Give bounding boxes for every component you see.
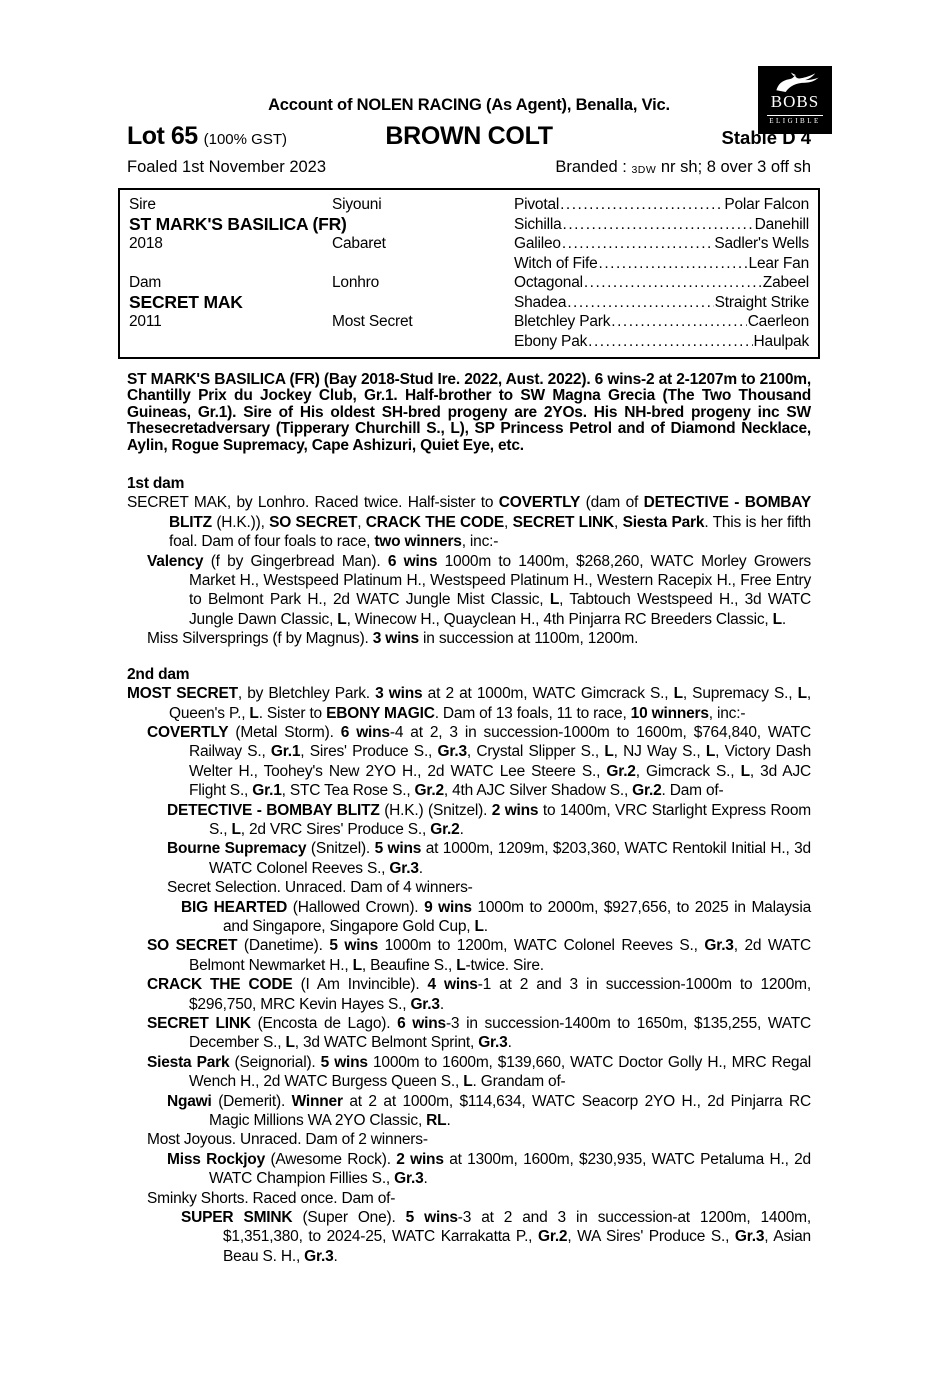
pedigree-gen3-row: [514, 195, 809, 215]
pedigree-entry: Sminky Shorts. Raced once. Dam of-: [147, 1189, 396, 1207]
gen3-parent: Lear Fan: [748, 254, 809, 272]
foaled-date: Foaled 1st November 2023: [127, 158, 327, 176]
section-paragraphs: [127, 684, 811, 1266]
horse-head-icon: [758, 70, 832, 92]
gen3-name: Octagonal: [514, 274, 583, 291]
leader-dots: [563, 215, 754, 235]
dam-label: Dam: [129, 274, 162, 291]
section-heading: 1st dam: [127, 475, 185, 493]
gen3-name: Shadea: [514, 293, 567, 311]
branded-suffix: nr sh; 8 over 3 off sh: [656, 158, 811, 176]
brand-code: 3DW: [631, 164, 657, 176]
section-heading: 2nd dam: [127, 665, 190, 683]
pedigree-gen3-row: [514, 234, 809, 254]
leader-dots: [599, 254, 748, 274]
eligible-label: ELIGIBLE: [769, 117, 821, 125]
gen3-parent: Straight Strike: [714, 293, 809, 311]
pedigree-entry: BIG HEARTED (Hallowed Crown). 9 wins 1000m to 2000m, $927,656, to 2025 in Malaysia and Singapore, Singapore Gold Cup, L.: [181, 898, 812, 935]
account-line: Account of NOLEN RACING (As Agent), Benalla, Vic.: [268, 96, 670, 114]
pedigree-gen3-row: [514, 332, 809, 352]
lot-number: Lot 65: [127, 122, 198, 150]
bobs-label: BOBS: [770, 92, 820, 111]
pedigree-gen3-row: [514, 215, 809, 235]
leader-dots: [611, 312, 746, 332]
dam-sire: Lonhro: [332, 274, 380, 291]
gen3-name: Witch of Fife: [514, 254, 598, 272]
pedigree-entry: Miss Rockjoy (Awesome Rock). 2 wins at 1300m, 1600m, $230,935, WATC Petaluma H., 2d WATC Champion Fillies S., Gr.3.: [167, 1150, 811, 1188]
sire-dam: Cabaret: [332, 235, 386, 252]
gen3-name: Bletchley Park: [514, 313, 611, 330]
pedigree-entry: COVERTLY (Metal Storm). 6 wins-4 at 2, 3 in succession-1000m to 1600m, $764,840, WATC Railway S., Gr.1, Sires' Produce S., Gr.3, Crystal Slipper S., L, NJ Way S., L, Victory Dash Welter H., Toohey's New 2YO H., 2d WATC Lee Steere S., Gr.2, Gimcrack S., L, 3d AJC Flight S., Gr.1, STC Tea Rose S., Gr.2, 4th AJC Silver Shadow S., Gr.2. Dam of-: [147, 723, 811, 800]
spacer-cell: [129, 254, 332, 274]
pedigree-table: [118, 188, 820, 359]
pedigree-entry: DETECTIVE - BOMBAY BLITZ (H.K.) (Snitzel). 2 wins to 1400m, VRC Starlight Express Room S., L, 2d VRC Sires' Produce S., Gr.2.: [167, 801, 811, 838]
gen3-parent: Haulpak: [753, 332, 809, 350]
pedigree-gen3-row: [514, 293, 809, 313]
leader-dots: [562, 234, 714, 254]
branded-prefix: Branded :: [555, 158, 632, 176]
second-dam-section: [127, 665, 811, 1267]
gen3-parent: Danehill: [754, 215, 809, 233]
leader-dots: [584, 273, 762, 293]
pedigree-entry: Siesta Park (Seignorial). 5 wins 1000m to 1600m, $139,660, WATC Doctor Golly H., MRC Regal Wench H., 2d WATC Burgess Queen S., L. Grandam of-: [147, 1053, 811, 1091]
gen3-name: Pivotal: [514, 196, 560, 213]
pedigree-gen3-row: [514, 273, 809, 293]
dam-name: SECRET MAK: [129, 291, 243, 312]
gen3-parent: Zabeel: [762, 274, 809, 291]
pedigree-entry: SECRET LINK (Encosta de Lago). 6 wins-3 in succession-1400m to 1650m, $135,255, WATC December S., L, 3d WATC Belmont Sprint, Gr.3.: [147, 1015, 811, 1052]
leader-dots: [567, 293, 713, 313]
pedigree-entry: Miss Silversprings (f by Magnus). 3 wins in succession at 1100m, 1200m.: [147, 630, 639, 648]
dam-dam: Most Secret: [332, 313, 413, 330]
gen3-parent: Sadler's Wells: [714, 235, 809, 252]
sire-name: ST MARK'S BASILICA (FR): [129, 213, 347, 234]
gst-note: (100% GST): [203, 131, 287, 148]
meta-row: [118, 154, 820, 180]
gen3-name: Galileo: [514, 235, 561, 252]
gen3-parent: Polar Falcon: [724, 196, 809, 213]
stable-location: Stable D 4: [721, 127, 811, 148]
pedigree-entry: SO SECRET (Danetime). 5 wins 1000m to 1200m, WATC Colonel Reeves S., Gr.3, 2d WATC Belmont Newmarket H., L, Beaufine S., L-twice. Sire.: [147, 937, 812, 974]
leader-dots: [588, 332, 752, 352]
pedigree-entry: Valency (f by Gingerbread Man). 6 wins 1000m to 1400m, $268,260, WATC Morley Growers Market H., Westspeed Platinum H., Westspeed Platinum H., Western Racepix H., Free Entry to Belmont Park H., 2d WATC Jungle Mist Classic, L, Tabtouch Westspeed H., 3d WATC Jungle Dawn Classic, L, Winecow H., Quayclean H., 4th Pinjarra RC Breeders Classic, L.: [147, 552, 811, 628]
spacer-cell: [332, 332, 514, 352]
gen3-name: Sichilla: [514, 215, 562, 233]
pedigree-entry: Bourne Supremacy (Snitzel). 5 wins at 1000m, 1209m, $203,360, WATC Rentokil Initial H., 3d WATC Colonel Reeves S., Gr.3.: [167, 840, 811, 877]
pedigree-gen3-row: [514, 254, 809, 274]
first-dam-section: [127, 474, 811, 649]
pedigree-entry: Secret Selection. Unraced. Dam of 4 winners-: [167, 879, 473, 897]
pedigree-entry: SUPER SMINK (Super One). 5 wins-3 at 2 and 3 in succession-at 1200m, 1400m, $1,351,380, to 2024-25, WATC Karrakatta P., Gr.2, WA Sires' Produce S., Gr.3, Asian Beau S. H., Gr.3.: [181, 1209, 811, 1265]
colt-title: BROWN COLT: [385, 122, 553, 150]
leader-dots: [560, 195, 723, 215]
sire-blurb: ST MARK'S BASILICA (FR) (Bay 2018-Stud Ire. 2022, Aust. 2022). 6 wins-2 at 2-1207m to 2100m, Chantilly Prix du Jockey Club, Gr.1. Half-brother to SW Magna Grecia (The Two Thousand Guineas, Gr.1). Sire of His oldest SH-bred progeny are 2YOs. His NH-bred progeny inc SW Thesecretadversary (Tipperary Churchill S., L), SP Princess Petrol and of Diamond Necklace, Aylin, Rogue Supremacy, Cape Ashizuri, Quiet Eye, etc.: [127, 371, 811, 454]
lot-row: [118, 121, 820, 153]
section-paragraphs: [127, 493, 811, 648]
sire-sire: Siyouni: [332, 196, 382, 213]
gen3-name: Ebony Pak: [514, 332, 588, 350]
pedigree-entry: Ngawi (Demerit). Winner at 2 at 1000m, $114,634, WATC Seacorp 2YO H., 2d Pinjarra RC Magic Millions WA 2YO Classic, RL.: [167, 1092, 811, 1130]
pedigree-gen3-row: [514, 312, 809, 332]
spacer-cell: [332, 254, 514, 274]
pedigree-grid: [129, 195, 809, 351]
pedigree-entry: Most Joyous. Unraced. Dam of 2 winners-: [147, 1131, 428, 1149]
gen3-parent: Caerleon: [747, 313, 809, 330]
sire-year: 2018: [129, 235, 163, 252]
pedigree-entry: SECRET MAK, by Lonhro. Raced twice. Half-sister to COVERTLY (dam of DETECTIVE - BOMBAY BLITZ (H.K.)), SO SECRET, CRACK THE CODE, SECRET LINK, Siesta Park. This is her fifth foal. Dam of four foals to race, two winners, inc:-: [127, 494, 811, 551]
pedigree-entry: MOST SECRET, by Bletchley Park. 3 wins at 2 at 1000m, WATC Gimcrack S., L, Supremacy S., L, Queen's P., L. Sister to EBONY MAGIC. Dam of 13 foals, 11 to race, 10 winners, inc:-: [127, 685, 811, 722]
pedigree-entry: CRACK THE CODE (I Am Invincible). 4 wins-1 at 2 and 3 in succession-1000m to 1200m, $296,750, MRC Kevin Hayes S., Gr.3.: [147, 976, 811, 1013]
spacer-cell: [129, 332, 332, 352]
brand-description: [555, 158, 811, 177]
sire-label: Sire: [129, 196, 156, 213]
dam-year: 2011: [129, 313, 162, 330]
